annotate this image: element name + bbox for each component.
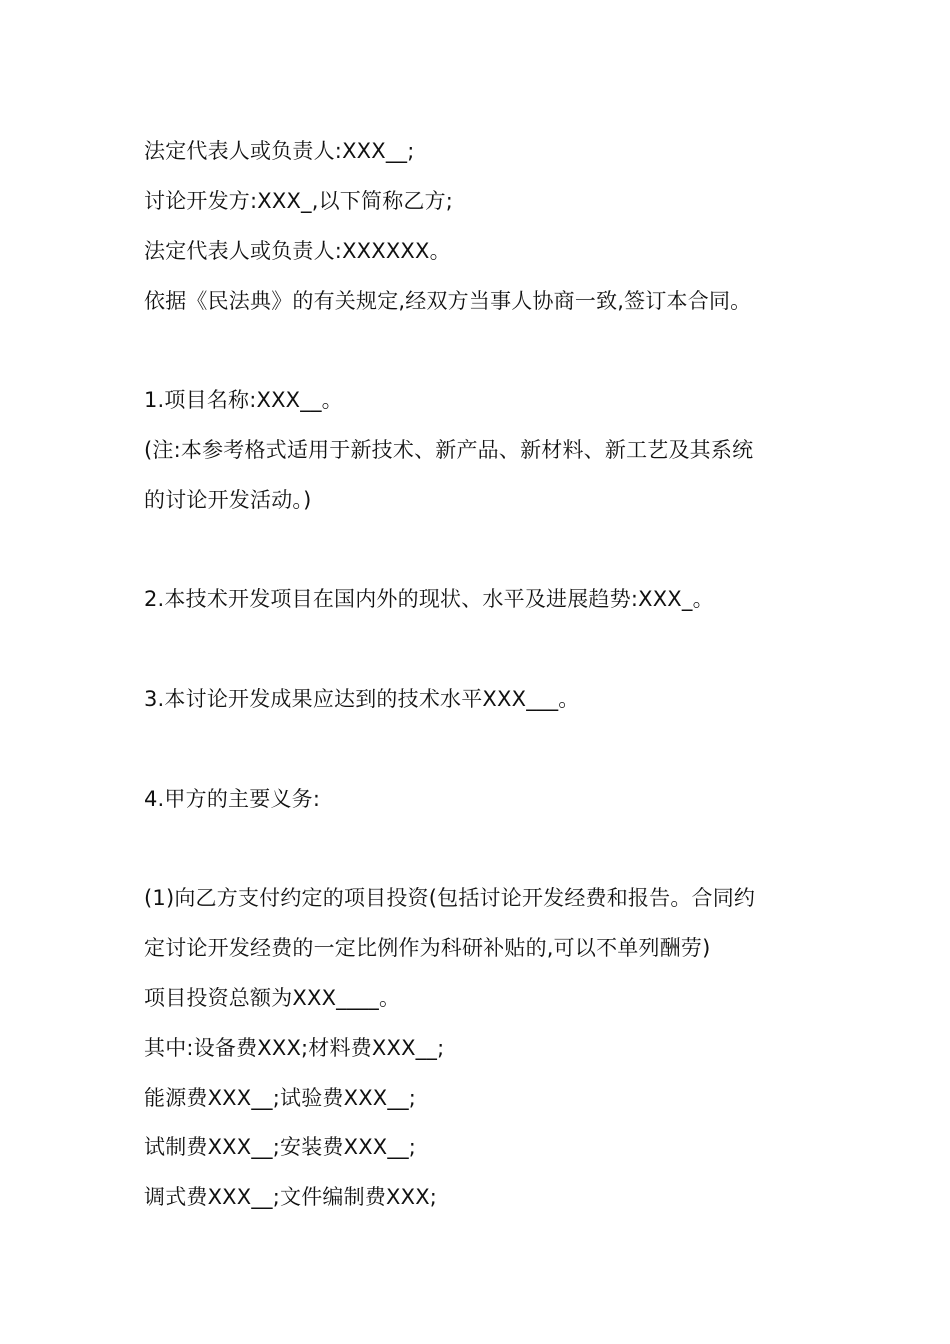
obligation-1-line-1: (1)向乙方支付约定的项目投资(包括讨论开发经费和报告。合同约 [144,886,756,910]
energy-testing-line: 能源费XXX__;试验费XXX__; [144,1086,417,1110]
investment-total-line: 项目投资总额为XXX____。 [144,986,401,1010]
equipment-materials-line: 其中:设备费XXX;材料费XXX__; [144,1036,445,1060]
item-1-project-name: 1.项目名称:XXX__。 [144,388,343,412]
item-1-note-line-1: (注:本参考格式适用于新技术、新产品、新材料、新工艺及其系统 [144,438,754,462]
debug-documentation-line: 调式费XXX__;文件编制费XXX; [144,1185,438,1209]
contract-basis-paragraph: 依据《民法典》的有关规定,经双方当事人协商一致,签订本合同。 [144,289,752,313]
legal-representative-line-2: 法定代表人或负责人:XXXXXX。 [144,239,451,263]
trial-installation-line: 试制费XXX__;安装费XXX__; [144,1135,417,1159]
item-2-status: 2.本技术开发项目在国内外的现状、水平及进展趋势:XXX_。 [144,587,714,611]
item-1-note-line-2: 的讨论开发活动。) [144,488,312,512]
obligation-1-line-2: 定讨论开发经费的一定比例作为科研补贴的,可以不单列酬劳) [144,936,711,960]
item-4-party-a-obligations: 4.甲方的主要义务: [144,787,321,811]
legal-representative-line: 法定代表人或负责人:XXX__; [144,139,415,163]
developer-party-line: 讨论开发方:XXX_,以下简称乙方; [144,189,454,213]
item-3-technical-level: 3.本讨论开发成果应达到的技术水平XXX___。 [144,687,580,711]
